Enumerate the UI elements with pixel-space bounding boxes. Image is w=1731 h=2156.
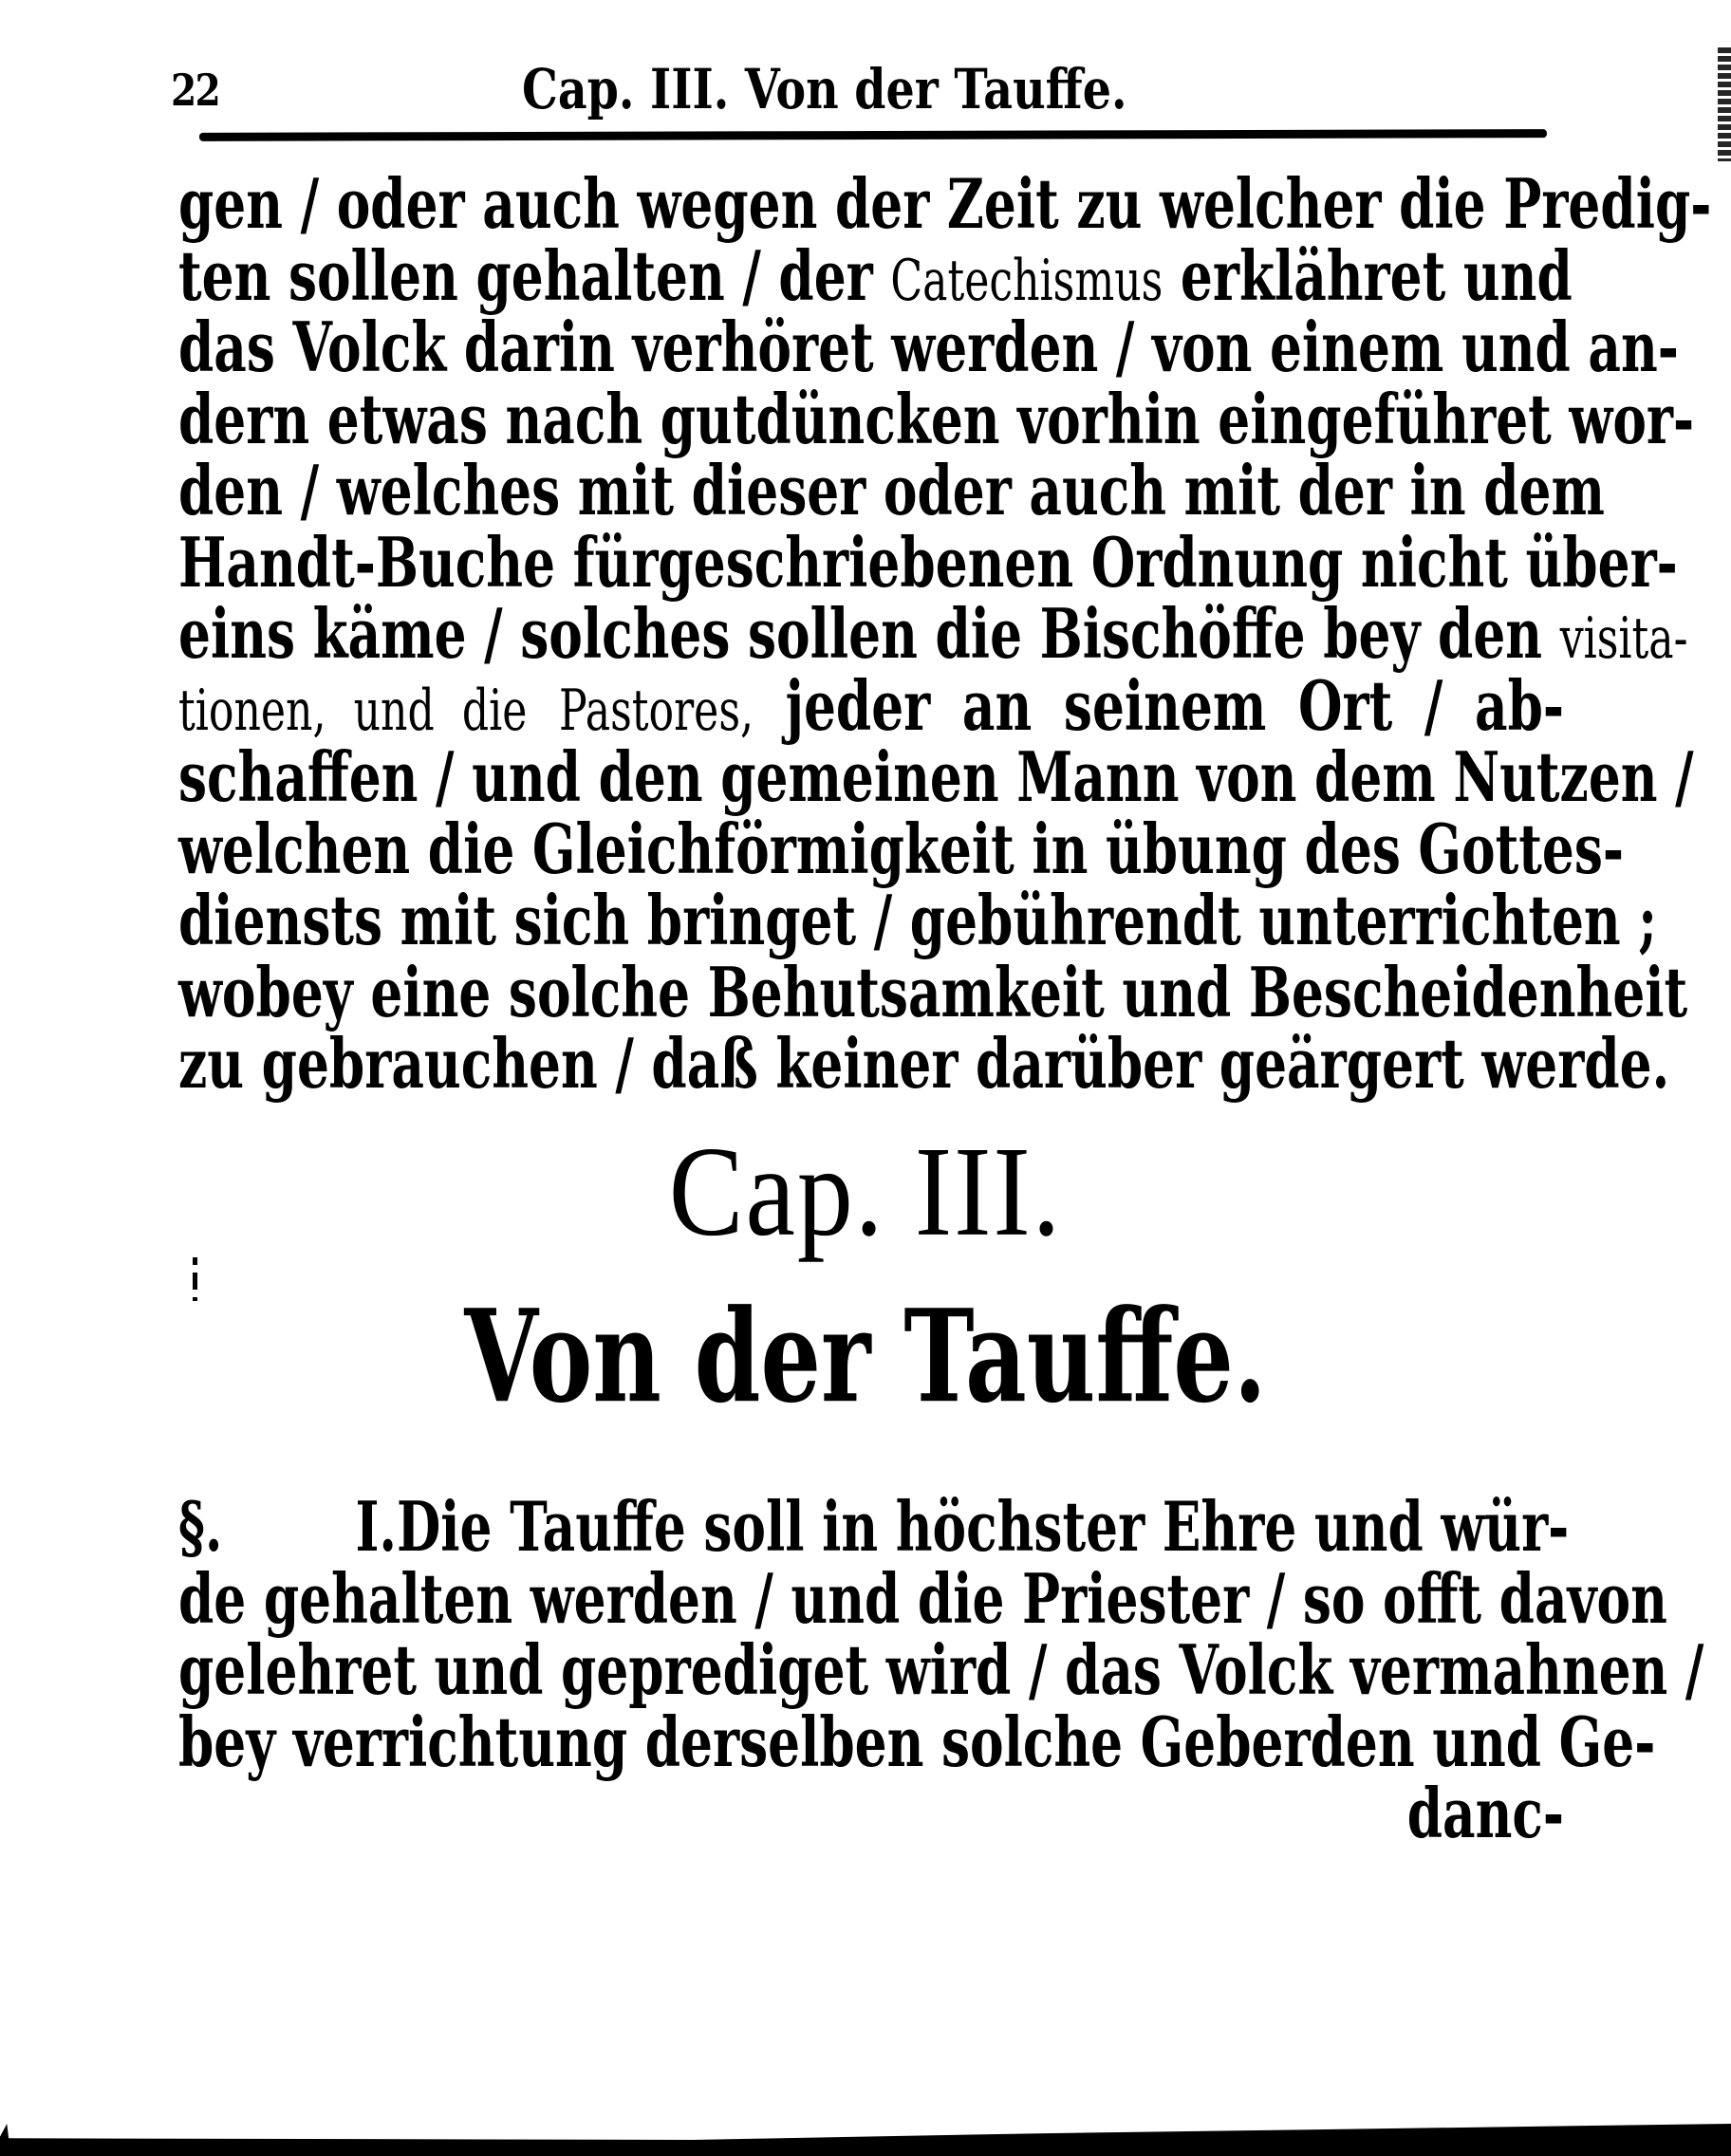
text-line: das Volck darin verhöret werden / von einem und an- <box>178 307 1679 388</box>
scan-bottom-shadow <box>0 2124 1731 2156</box>
scan-edge-artifact <box>1718 47 1731 161</box>
text-line: de gehalten werden / und die Priester / so offt davon <box>178 1557 1667 1639</box>
antiqua-word: Catechismus <box>890 247 1163 314</box>
section-mark: §. I. <box>178 1486 397 1568</box>
continued-paragraph <box>178 163 1712 1105</box>
text-line: eins käme / solches sollen die Bischöffe bey den visita- <box>178 593 1688 675</box>
text-line: diensts mit sich bringet / gebührendt unterrichten ; <box>178 880 1658 961</box>
text-line: tionen, und die Pastores, jeder an seinem Ort / ab- <box>178 664 1565 746</box>
text-line: wobey eine solche Behutsamkeit und Bescheidenheit <box>178 951 1688 1032</box>
text-line: den / welches mit dieser oder auch mit der in dem <box>178 450 1605 531</box>
running-header <box>171 57 1556 123</box>
text-line: §. I.Die Tauffe soll in höchster Ehre und wür- <box>178 1483 1564 1572</box>
chapter-number: Cap. III. <box>668 1120 1063 1263</box>
text-line: ten sollen gehalten / der Catechismus erklähret und <box>178 234 1573 316</box>
text-line: schaffen / und den gemeinen Mann von dem Nutzen / <box>178 736 1694 818</box>
text-line: zu gebrauchen / daß keiner darüber geärgert werde. <box>178 1023 1670 1105</box>
text-line: Handt-Buche fürgeschriebenen Ordnung nicht über- <box>178 521 1678 603</box>
antiqua-word: Pastores, <box>559 677 754 744</box>
section-1-paragraph <box>178 1486 1704 1854</box>
text-line: welchen die Gleichförmigkeit in übung des Gottes- <box>178 808 1625 889</box>
catchword: danc- <box>1406 1773 1565 1854</box>
chapter-title: Von der Tauffe. <box>464 1282 1267 1432</box>
page-number: 22 <box>171 65 220 116</box>
text-line: bey verrichtung derselben solche Geberden und Ge- <box>178 1701 1656 1782</box>
text-line: gelehret und geprediget wird / das Volck vermahnen / <box>178 1629 1704 1711</box>
text-line: dern etwas nach gutdüncken vorhin eingeführet wor- <box>178 378 1695 459</box>
text-line: gen / oder auch wegen der Zeit zu welcher die Predig- <box>178 163 1712 245</box>
antiqua-word: visita- <box>1559 604 1688 672</box>
running-header-title: Cap. III. Von der Tauffe. <box>522 57 1127 121</box>
header-rule <box>199 129 1547 141</box>
